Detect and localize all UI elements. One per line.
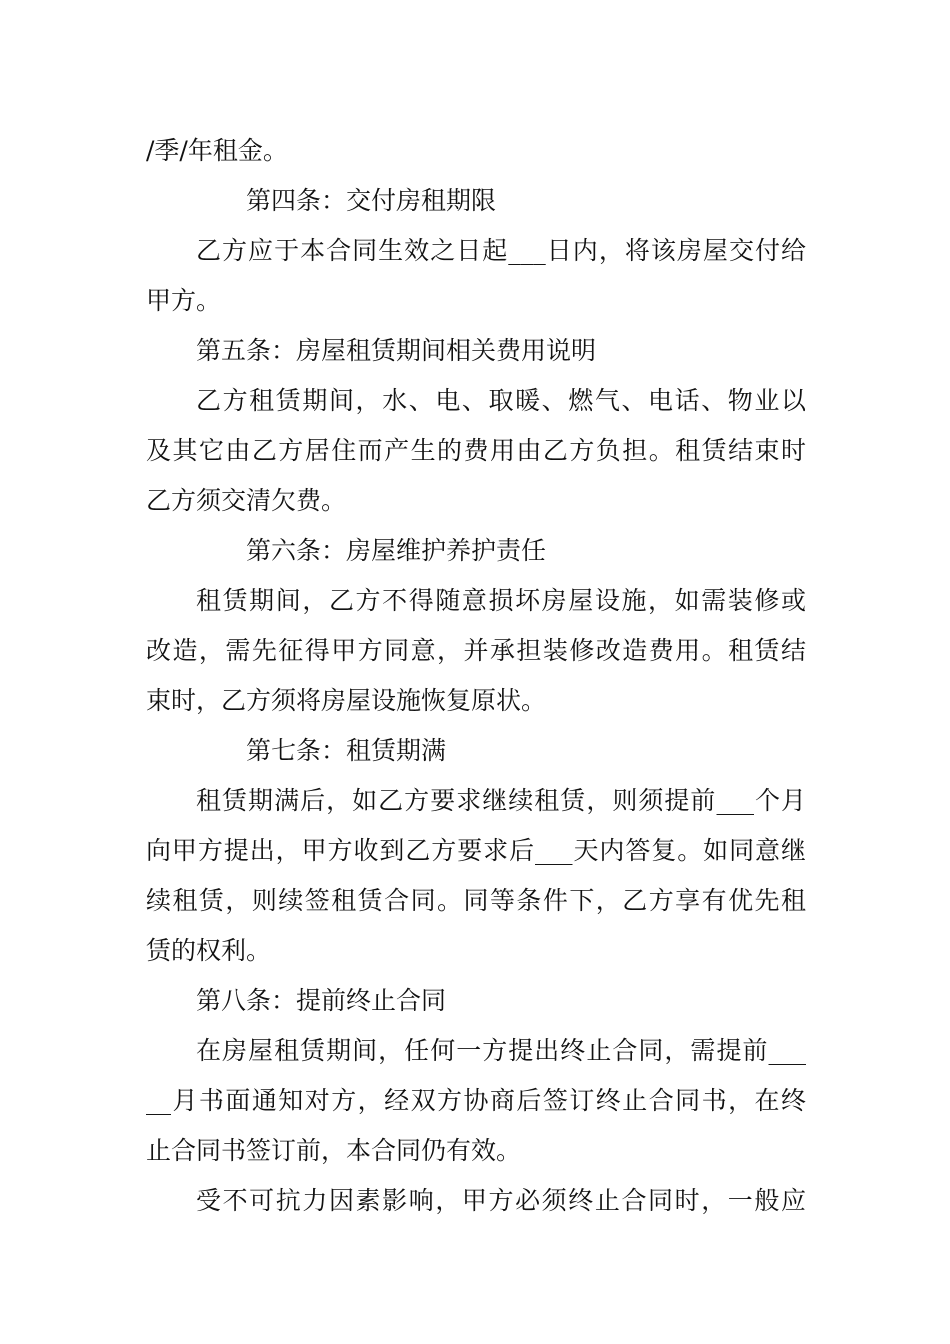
text-line: /季/年租金。: [146, 136, 288, 165]
text-line: __月书面通知对方，经双方协商后签订终止合同书，在终: [146, 1086, 806, 1115]
article-heading: 第七条：租赁期满: [246, 736, 447, 765]
text-line: 束时，乙方须将房屋设施恢复原状。: [146, 686, 547, 715]
text-line: 止合同书签订前，本合同仍有效。: [146, 1136, 522, 1165]
article-heading: 第四条：交付房租期限: [246, 186, 497, 215]
text-line: 及其它由乙方居住而产生的费用由乙方负担。租赁结束时: [146, 436, 806, 465]
text-line: 租赁期间，乙方不得随意损坏房屋设施，如需装修或: [196, 586, 806, 615]
text-line: 改造，需先征得甲方同意，并承担装修改造费用。租赁结: [146, 636, 806, 665]
text-line: 乙方租赁期间，水、电、取暖、燃气、电话、物业以: [196, 386, 806, 415]
text-line: 租赁期满后，如乙方要求继续租赁，则须提前___个月: [196, 786, 806, 815]
article-heading: 第五条：房屋租赁期间相关费用说明: [196, 336, 597, 365]
text-line: 续租赁，则续签租赁合同。同等条件下，乙方享有优先租: [146, 886, 806, 915]
text-line: 乙方须交清欠费。: [146, 486, 347, 515]
text-line: 乙方应于本合同生效之日起___日内，将该房屋交付给: [196, 236, 806, 265]
text-line: 赁的权利。: [146, 936, 272, 965]
text-line: 受不可抗力因素影响，甲方必须终止合同时，一般应: [196, 1186, 806, 1215]
text-line: 向甲方提出，甲方收到乙方要求后___天内答复。如同意继: [146, 836, 806, 865]
text-line: 在房屋租赁期间，任何一方提出终止合同，需提前___: [196, 1036, 806, 1065]
text-line: 甲方。: [146, 286, 222, 315]
article-heading: 第六条：房屋维护养护责任: [246, 536, 547, 565]
article-heading: 第八条：提前终止合同: [196, 986, 447, 1015]
